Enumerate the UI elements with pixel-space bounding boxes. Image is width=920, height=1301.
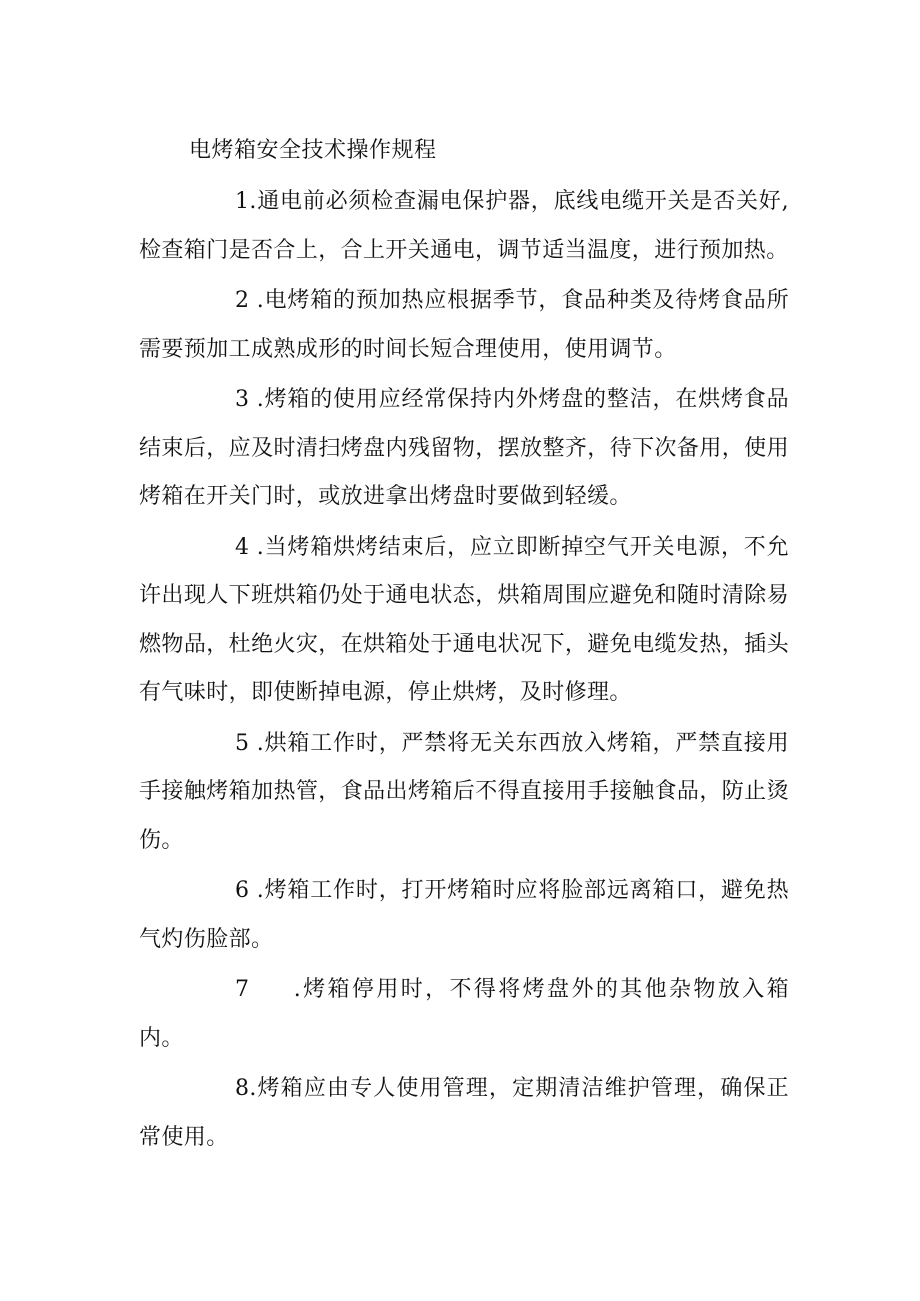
rule-paragraph-1: [139, 178, 789, 275]
rule-text: 通电前必须检查漏电保护器，底线电缆开关是否关好,检查箱门是否合上，合上开关通电，调节适当温度，进行预加热。: [139, 189, 789, 263]
rule-text: 当烤箱烘烤结束后，应立即断掉空气开关电源，不允许出现人下班烘箱仍处于通电状态，烘箱周围应避免和随时清除易燃物品，杜绝火灾，在烘箱处于通电状况下，避免电缆发热，插头有气味时，即使断掉电源，停止烘烤，及时修理。: [139, 534, 789, 705]
rule-number: 4 .: [235, 534, 265, 560]
rule-text: 烘箱工作时，严禁将无关东西放入烤箱，严禁直接用手接触烤箱加热管，食品出烤箱后不得直接用手接触食品，防止烫伤。: [139, 730, 789, 853]
rule-text: 烤箱停用时，不得将烤盘外的其他杂物放入箱内。: [139, 977, 789, 1051]
rule-paragraph-3: [139, 376, 789, 522]
rule-text: 烤箱应由专人使用管理，定期清洁维护管理，确保正常使用。: [139, 1076, 789, 1150]
rule-paragraph-2: [139, 277, 789, 374]
rule-text: 烤箱工作时，打开烤箱时应将脸部远离箱口，避免热气灼伤脸部。: [139, 878, 789, 952]
rule-number: 5 .: [235, 730, 265, 756]
document-title: 电烤箱安全技术操作规程: [189, 138, 437, 163]
rule-number: 8.: [235, 1076, 257, 1101]
rule-text: 电烤箱的预加热应根据季节，食品种类及待烤食品所需要预加工成熟成形的时间长短合理使用，使用调节。: [139, 288, 789, 362]
rule-number: 7 .: [235, 977, 302, 1002]
rule-paragraph-7: [139, 966, 789, 1063]
rule-number: 6 .: [235, 878, 265, 903]
document-body: [139, 128, 789, 1164]
rule-text: 烤箱的使用应经常保持内外烤盘的整洁，在烘烤食品结束后，应及时清扫烤盘内残留物，摆放整齐，待下次备用，使用烤箱在开关门时，或放进拿出烤盘时要做到轻缓。: [139, 387, 789, 509]
rule-paragraph-6: [139, 867, 789, 964]
rule-paragraph-5: [139, 720, 789, 866]
rule-number: 3 .: [235, 387, 265, 412]
rule-number: 1.: [235, 189, 257, 214]
rule-paragraph-8: [139, 1065, 789, 1162]
rule-paragraph-4: [139, 524, 789, 718]
rule-number: 2 .: [235, 288, 265, 313]
